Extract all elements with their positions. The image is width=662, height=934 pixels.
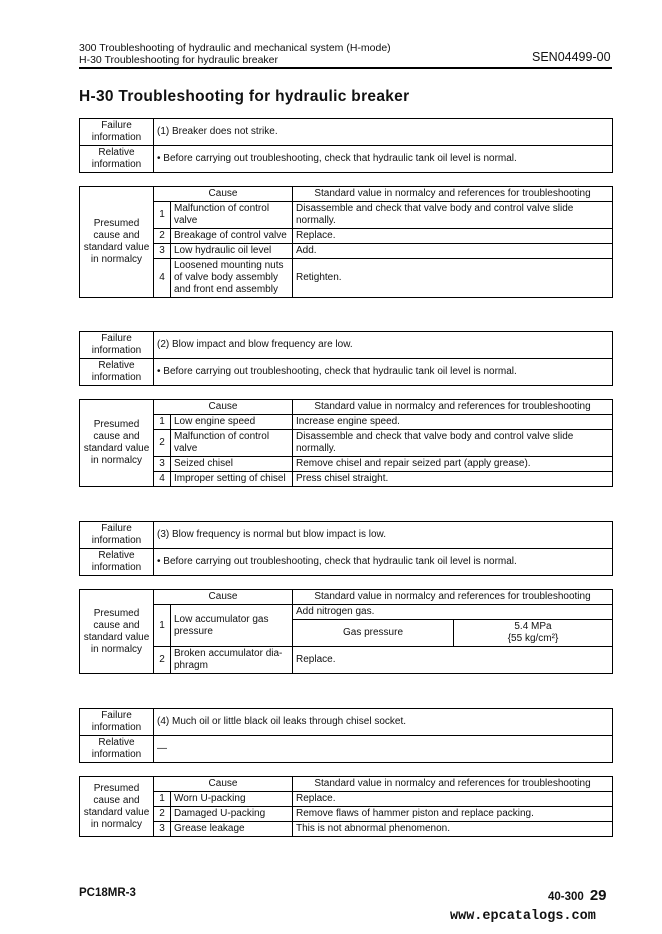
standard-text: Add. [293,244,613,259]
standard-text: Replace. [293,647,613,674]
cause-number: 2 [154,229,171,244]
failure-label: Failure information [80,119,154,146]
page-title: H-30 Troubleshooting for hydraulic breaker [79,88,410,105]
cause-header: Cause [154,777,293,792]
footer-page [548,887,607,904]
cause-header: Cause [154,187,293,202]
standard-text: Press chisel straight. [293,472,613,487]
failure-label: Failure information [80,332,154,359]
standard-text: Disassemble and check that valve body and control valve slide normally. [293,202,613,229]
cause-text: Low hydraulic oil level [171,244,293,259]
standard-header: Standard value in normalcy and references for troubleshooting [293,590,613,605]
cause-number: 3 [154,822,171,837]
cause-number: 1 [154,415,171,430]
cause-number: 1 [154,202,171,229]
standard-text: Retighten. [293,259,613,298]
cause-header: Cause [154,400,293,415]
cause-number: 3 [154,244,171,259]
cause-text: Broken accumulator dia-phragm [171,647,293,674]
relative-label: Relative information [80,549,154,576]
standard-header: Standard value in normalcy and references for troubleshooting [293,777,613,792]
failure-table-4 [79,708,613,763]
cause-text: Loosened mounting nuts of valve body assembly and front end assembly [171,259,293,298]
failure-table-1 [79,118,613,173]
header-chapter: 300 Troubleshooting of hydraulic and mechanical system (H-mode) [79,42,391,54]
gas-pressure-label: Gas pressure [293,620,454,647]
cause-number: 2 [154,430,171,457]
failure-label: Failure information [80,522,154,549]
cause-number: 1 [154,792,171,807]
standard-text: Remove flaws of hammer piston and replace packing. [293,807,613,822]
cause-text: Improper setting of chisel [171,472,293,487]
presumed-label: Presumed cause and standard value in normalcy [80,777,154,837]
standard-text: Replace. [293,792,613,807]
failure-text: (1) Breaker does not strike. [154,119,613,146]
gas-pressure-mpa: 5.4 MPa [514,621,552,632]
standard-text: Disassemble and check that valve body and control valve slide normally. [293,430,613,457]
presumed-label: Presumed cause and standard value in normalcy [80,400,154,487]
document-code: SEN04499-00 [532,50,611,64]
header-section: H-30 Troubleshooting for hydraulic breaker [79,54,279,66]
failure-label: Failure information [80,709,154,736]
cause-number: 3 [154,457,171,472]
standard-text: Increase engine speed. [293,415,613,430]
cause-table-3 [79,589,613,674]
website-link[interactable]: www.epcatalogs.com [450,909,596,924]
cause-number: 2 [154,647,171,674]
presumed-label: Presumed cause and standard value in normalcy [80,590,154,674]
relative-text: — [154,736,613,763]
running-header [79,42,391,66]
standard-header: Standard value in normalcy and references for troubleshooting [293,187,613,202]
cause-text: Worn U-packing [171,792,293,807]
standard-text: Add nitrogen gas. [293,605,613,620]
relative-text: • Before carrying out troubleshooting, check that hydraulic tank oil level is normal. [154,146,613,173]
cause-text: Malfunction of control valve [171,202,293,229]
cause-number: 4 [154,472,171,487]
failure-text: (4) Much oil or little black oil leaks through chisel socket. [154,709,613,736]
gas-pressure-kgcm2: {55 kg/cm²} [507,633,559,644]
failure-text: (3) Blow frequency is normal but blow impact is low. [154,522,613,549]
cause-number: 2 [154,807,171,822]
failure-text: (2) Blow impact and blow frequency are low. [154,332,613,359]
cause-number: 1 [154,605,171,647]
presumed-label: Presumed cause and standard value in normalcy [80,187,154,298]
gas-pressure-value [454,620,613,647]
standard-text: Replace. [293,229,613,244]
header-rule [79,67,612,69]
relative-text: • Before carrying out troubleshooting, check that hydraulic tank oil level is normal. [154,359,613,386]
cause-text: Low engine speed [171,415,293,430]
standard-header: Standard value in normalcy and references for troubleshooting [293,400,613,415]
cause-number: 4 [154,259,171,298]
cause-text: Damaged U-packing [171,807,293,822]
footer-model: PC18MR-3 [79,887,136,899]
cause-text: Low accumulator gas pressure [171,605,293,647]
cause-text: Grease leakage [171,822,293,837]
relative-label: Relative information [80,146,154,173]
standard-text: This is not abnormal phenomenon. [293,822,613,837]
footer-page-number: 29 [589,887,607,904]
cause-text: Breakage of control valve [171,229,293,244]
failure-table-2 [79,331,613,386]
cause-table-4 [79,776,613,837]
cause-text: Seized chisel [171,457,293,472]
relative-text: • Before carrying out troubleshooting, check that hydraulic tank oil level is normal. [154,549,613,576]
relative-label: Relative information [80,736,154,763]
cause-text: Malfunction of control valve [171,430,293,457]
footer-page-code: 40-300 [548,891,584,903]
cause-header: Cause [154,590,293,605]
cause-table-2 [79,399,613,487]
failure-table-3 [79,521,613,576]
cause-table-1 [79,186,613,298]
standard-text: Remove chisel and repair seized part (apply grease). [293,457,613,472]
relative-label: Relative information [80,359,154,386]
